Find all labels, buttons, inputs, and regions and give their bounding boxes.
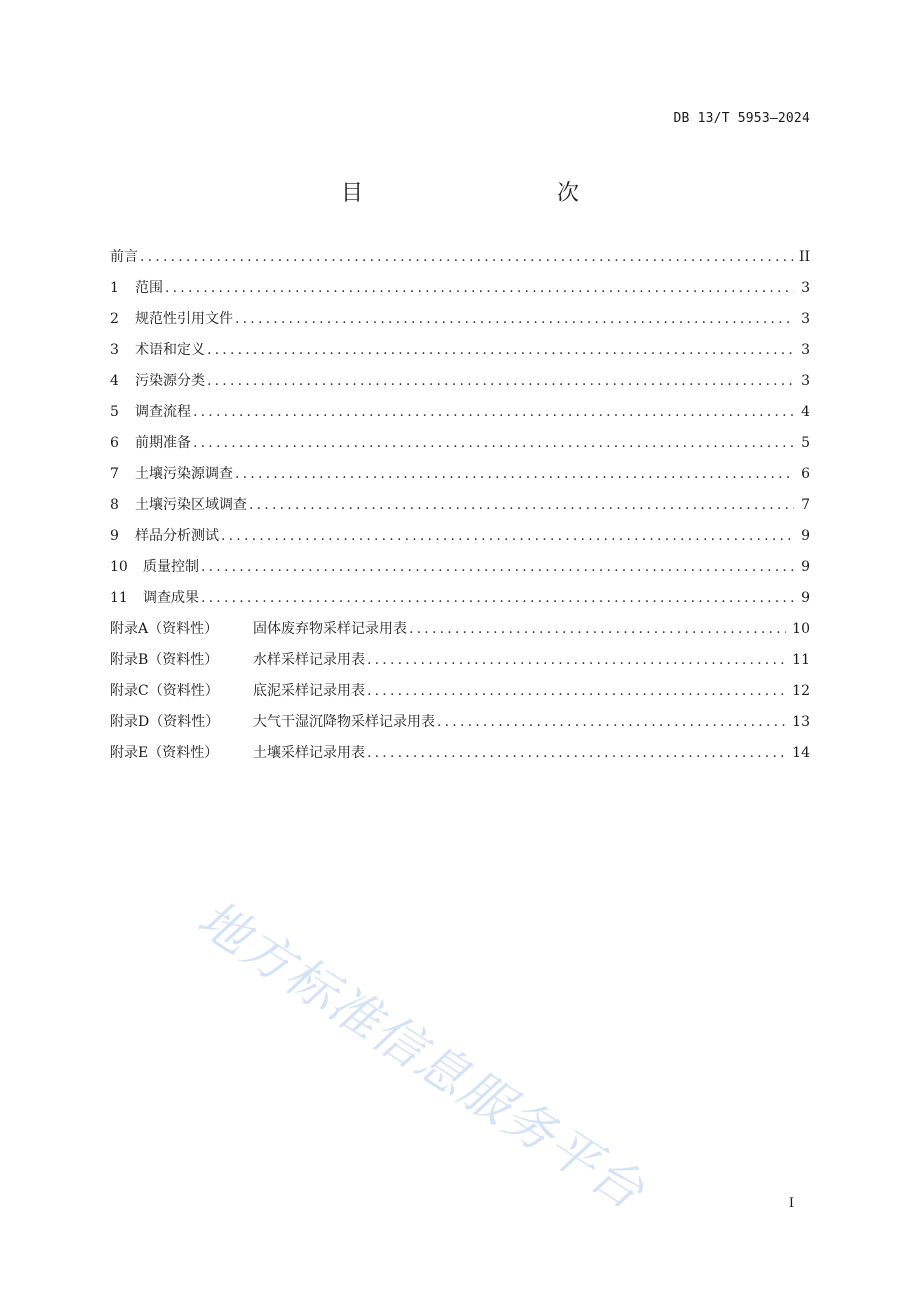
toc-leader-dots <box>235 459 794 490</box>
toc-entry-label: 前期准备 <box>135 435 191 451</box>
toc-entry[interactable] <box>110 707 810 738</box>
toc-entry-page: 5 <box>801 435 810 451</box>
toc-entry-label: 水样采样记录用表 <box>253 652 365 668</box>
toc-entry-page: 10 <box>792 621 810 637</box>
toc-entry-number: 附录B（资料性） <box>110 652 219 668</box>
toc-entry-page: 7 <box>801 497 810 513</box>
toc-entry-number: 2 <box>110 311 119 327</box>
toc-leader-dots <box>201 552 794 583</box>
toc-entry-label: 污染源分类 <box>135 373 205 389</box>
toc-entry-page: 9 <box>801 528 810 544</box>
toc-entry[interactable] <box>110 366 810 397</box>
toc-title: 目 次 <box>340 181 629 206</box>
toc-entry[interactable] <box>110 645 810 676</box>
toc-entry-label: 调查成果 <box>143 590 199 606</box>
toc-entry-page: 3 <box>801 280 810 296</box>
toc-entry[interactable] <box>110 583 810 614</box>
toc-leader-dots <box>140 242 793 273</box>
document-code: DB 13/T 5953—2024 <box>673 111 810 126</box>
toc-entry-page: 3 <box>801 373 810 389</box>
toc-entry[interactable] <box>110 304 810 335</box>
toc-entry[interactable] <box>110 459 810 490</box>
toc-entry-label: 规范性引用文件 <box>135 311 233 327</box>
toc-entry-label: 土壤污染源调查 <box>135 466 233 482</box>
toc-entry-number: 附录D（资料性） <box>110 714 220 730</box>
toc-entry-page: 6 <box>801 466 810 482</box>
toc-entry[interactable] <box>110 738 810 769</box>
toc-entry-label: 前言 <box>110 249 138 265</box>
toc-entry-label: 土壤污染区域调查 <box>135 497 247 513</box>
toc-entry[interactable] <box>110 614 810 645</box>
toc-leader-dots <box>235 304 794 335</box>
toc-entry-page: 4 <box>801 404 810 420</box>
toc-leader-dots <box>193 397 794 428</box>
toc-entry-page: 3 <box>801 311 810 327</box>
toc-entry-number: 附录C（资料性） <box>110 683 219 699</box>
toc-entry[interactable] <box>110 242 810 273</box>
toc-entry-page: II <box>798 249 810 265</box>
toc-leader-dots <box>367 645 786 676</box>
toc-entry-number: 附录A（资料性） <box>110 621 219 637</box>
toc-entry-page: 13 <box>792 714 810 730</box>
toc-entry-number: 10 <box>110 559 128 575</box>
toc-leader-dots <box>249 490 794 521</box>
toc-entry-label: 底泥采样记录用表 <box>253 683 365 699</box>
toc-entry[interactable] <box>110 273 810 304</box>
toc-entry-label: 范围 <box>135 280 163 296</box>
toc-entry-number: 3 <box>110 342 119 358</box>
toc-entry-number: 1 <box>110 280 119 296</box>
toc-leader-dots <box>207 335 794 366</box>
toc-leader-dots <box>207 366 794 397</box>
toc-leader-dots <box>193 428 794 459</box>
toc-entry-label: 调查流程 <box>135 404 191 420</box>
toc-entry[interactable] <box>110 490 810 521</box>
toc-entry-number: 9 <box>110 528 119 544</box>
toc-entry-page: 14 <box>792 745 810 761</box>
toc-entry[interactable] <box>110 676 810 707</box>
toc-entry[interactable] <box>110 428 810 459</box>
toc-entry-number: 6 <box>110 435 119 451</box>
toc-entry-label: 样品分析测试 <box>135 528 219 544</box>
toc-entry[interactable] <box>110 521 810 552</box>
toc-entry-label: 术语和定义 <box>135 342 205 358</box>
toc-entry-page: 12 <box>792 683 810 699</box>
watermark: 地方标准信息服务平台 <box>187 889 656 1222</box>
toc-leader-dots <box>201 583 794 614</box>
toc-leader-dots <box>409 614 786 645</box>
toc-leader-dots <box>367 676 786 707</box>
toc-entry-number: 11 <box>110 590 128 606</box>
toc-entry-number: 4 <box>110 373 119 389</box>
toc-leader-dots <box>367 738 786 769</box>
toc-entry-label: 土壤采样记录用表 <box>253 745 365 761</box>
toc-entry-page: 9 <box>801 559 810 575</box>
toc-entry-page: 11 <box>792 652 810 668</box>
toc-leader-dots <box>437 707 786 738</box>
toc-entry-number: 7 <box>110 466 119 482</box>
toc-entry-number: 5 <box>110 404 119 420</box>
toc-entry-number: 附录E（资料性） <box>110 745 219 761</box>
toc-entry[interactable] <box>110 552 810 583</box>
toc-entry-label: 大气干湿沉降物采样记录用表 <box>253 714 435 730</box>
page-number: I <box>788 1196 794 1211</box>
toc-leader-dots <box>165 273 794 304</box>
toc-entry-label: 质量控制 <box>143 559 199 575</box>
toc-entry-number: 8 <box>110 497 119 513</box>
toc-entry-page: 3 <box>801 342 810 358</box>
toc-entry[interactable] <box>110 335 810 366</box>
toc-entry-page: 9 <box>801 590 810 606</box>
toc-entry[interactable] <box>110 397 810 428</box>
table-of-contents <box>110 242 810 769</box>
toc-entry-label: 固体废弃物采样记录用表 <box>253 621 407 637</box>
toc-leader-dots <box>221 521 794 552</box>
